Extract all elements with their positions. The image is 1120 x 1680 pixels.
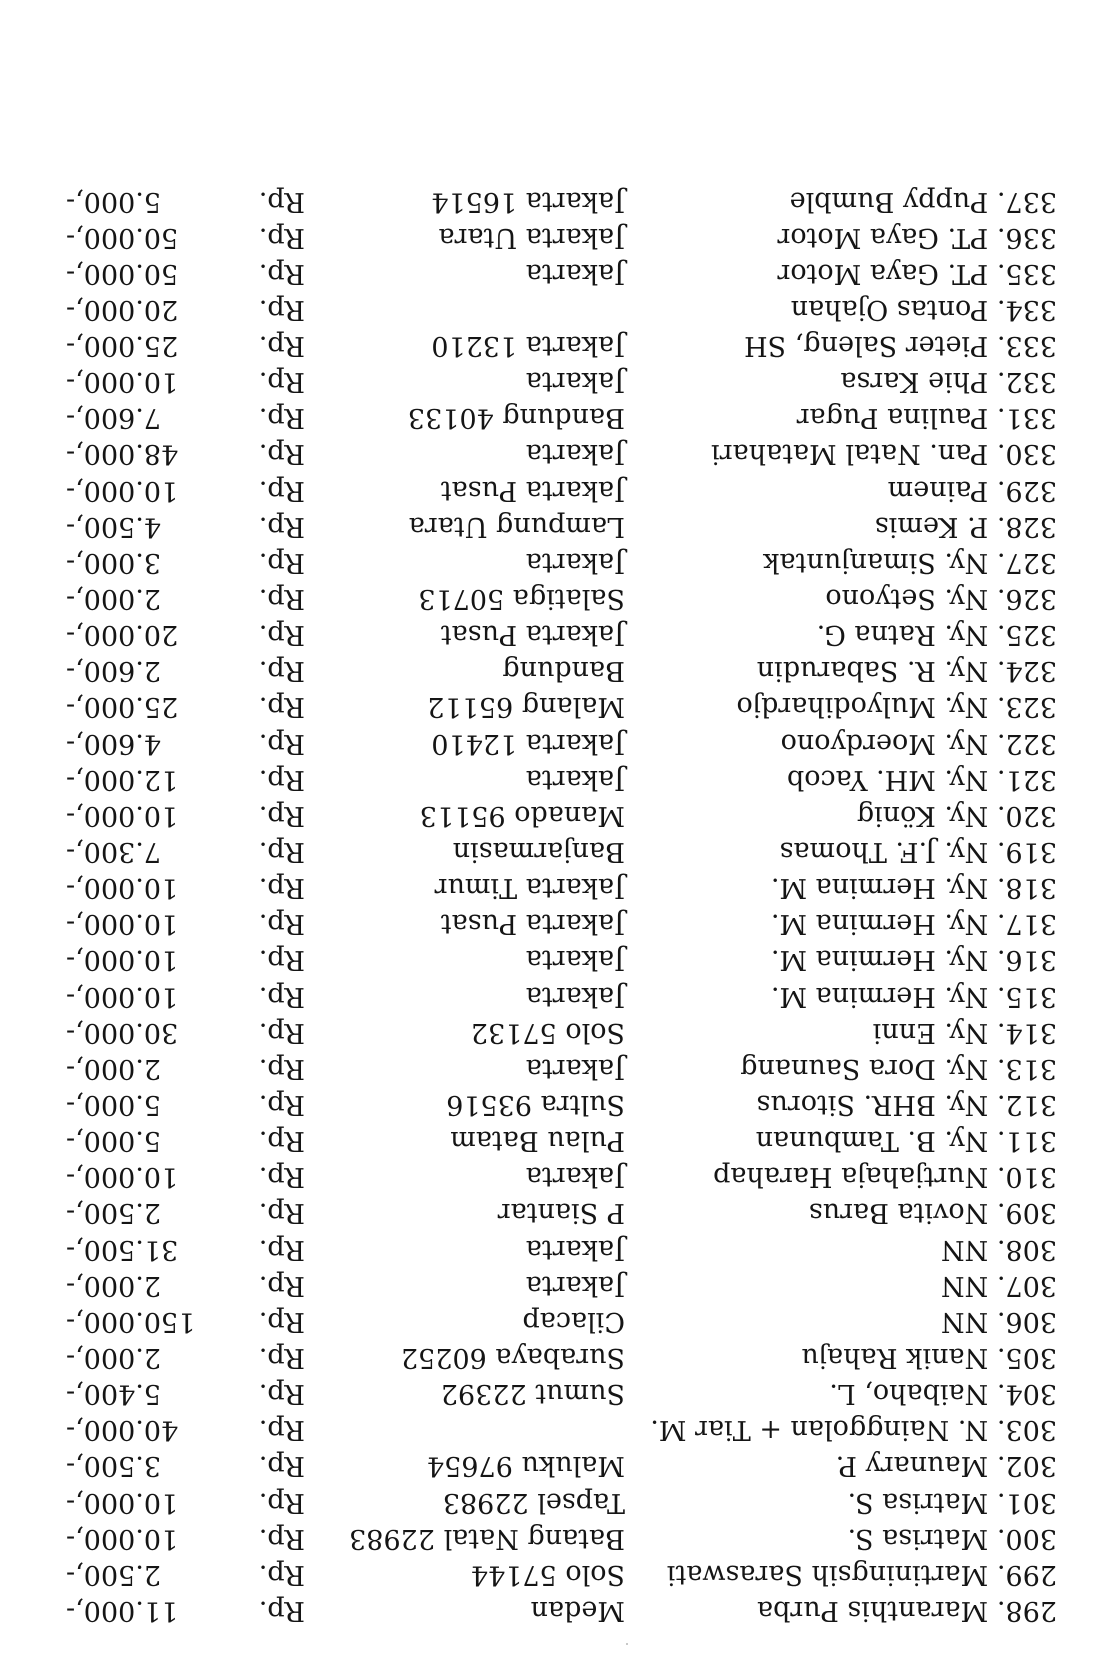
donor-name: 328. P. Kemis bbox=[874, 510, 1057, 542]
donor-name: 306. NN bbox=[941, 1305, 1057, 1337]
donor-name: 321. Ny. MH. Yacob bbox=[787, 763, 1057, 795]
donor-location: Jakarta bbox=[525, 438, 625, 470]
donor-location: Manado 95113 bbox=[419, 799, 625, 831]
list-item bbox=[47, 724, 1057, 760]
currency-label: Rp. bbox=[258, 1125, 305, 1157]
currency-label: Rp. bbox=[258, 799, 305, 831]
donation-amount: 31.500,- bbox=[66, 1233, 179, 1265]
currency-label: Rp. bbox=[258, 1052, 305, 1084]
donor-name: 326. Ny. Setyono bbox=[825, 583, 1057, 615]
currency-label: Rp. bbox=[258, 727, 305, 759]
donor-location: Jakarta Pusat bbox=[440, 474, 625, 506]
donor-name: 318. Ny. Hermina M. bbox=[770, 872, 1057, 904]
donor-name: 299. Martiningsih Saraswati bbox=[666, 1558, 1057, 1590]
donation-amount: 20.000,- bbox=[66, 293, 179, 325]
list-item bbox=[47, 688, 1057, 724]
list-item bbox=[47, 291, 1057, 327]
list-item bbox=[47, 1411, 1057, 1447]
donor-name: 324. Ny. R. Sabarudin bbox=[756, 655, 1057, 687]
donor-location: Medan bbox=[530, 1595, 625, 1626]
donation-amount: 10.000,- bbox=[66, 1161, 179, 1193]
donor-name: 307. NN bbox=[941, 1269, 1057, 1301]
currency-label: Rp. bbox=[258, 1233, 305, 1265]
currency-label: Rp. bbox=[258, 763, 305, 795]
donor-location: Surabaya 60252 bbox=[400, 1342, 625, 1374]
currency-label: Rp. bbox=[258, 510, 305, 542]
donation-amount: 40.000,- bbox=[66, 1414, 179, 1446]
donor-name: 322. Ny. Moerdyono bbox=[780, 727, 1057, 759]
donation-amount: 10.000,- bbox=[66, 1522, 179, 1554]
list-item bbox=[47, 1375, 1057, 1411]
donation-amount: 25.000,- bbox=[66, 330, 179, 362]
list-item bbox=[47, 580, 1057, 616]
currency-label: Rp. bbox=[258, 836, 305, 868]
donation-amount: 50.000,- bbox=[66, 257, 179, 289]
donor-name: 330. Pan. Natal Matahari bbox=[711, 438, 1057, 470]
list-item bbox=[47, 833, 1057, 869]
list-item bbox=[47, 435, 1057, 471]
donation-amount: 2.000,- bbox=[66, 583, 162, 615]
donor-location: Jakarta bbox=[525, 980, 625, 1012]
list-item bbox=[47, 508, 1057, 544]
currency-label: Rp. bbox=[258, 330, 305, 362]
currency-label: Rp. bbox=[258, 438, 305, 470]
donor-name: 304. Naibaho, L. bbox=[829, 1378, 1057, 1410]
donor-name: 315. Ny. Hermina M. bbox=[770, 980, 1057, 1012]
donor-location: Bandung 40133 bbox=[407, 402, 625, 434]
currency-label: Rp. bbox=[258, 366, 305, 398]
list-item bbox=[47, 1230, 1057, 1266]
donation-amount: 10.000,- bbox=[66, 908, 179, 940]
donor-location: Solo 57132 bbox=[470, 1016, 625, 1048]
donor-location: Sumut 22392 bbox=[440, 1378, 625, 1410]
donor-location: Tapsel 22983 bbox=[442, 1486, 625, 1518]
donor-name: 327. Ny. Simanjuntak bbox=[763, 546, 1057, 578]
donation-amount: 3.500,- bbox=[66, 1450, 162, 1482]
currency-label: Rp. bbox=[258, 257, 305, 289]
donation-amount: 10.000,- bbox=[66, 1486, 179, 1518]
donor-location: Jakarta Pusat bbox=[440, 908, 625, 940]
donation-amount: 2.000,- bbox=[66, 1342, 162, 1374]
list-item bbox=[47, 1447, 1057, 1483]
currency-label: Rp. bbox=[258, 1595, 305, 1626]
list-item bbox=[47, 255, 1057, 291]
donor-name: 336. PT. Gaya Motor bbox=[777, 221, 1057, 253]
donation-amount: 4.600,- bbox=[66, 727, 162, 759]
donor-name: 320. Ny. König bbox=[856, 799, 1057, 831]
currency-label: Rp. bbox=[258, 872, 305, 904]
donor-name: 333. Pieter Saleng, SH bbox=[744, 330, 1057, 362]
donation-amount: 2.500,- bbox=[66, 1558, 162, 1590]
donor-location: Jakarta Utara bbox=[438, 221, 625, 253]
currency-label: Rp. bbox=[258, 1016, 305, 1048]
donor-location: Jakarta bbox=[525, 1052, 625, 1084]
list-item bbox=[47, 761, 1057, 797]
currency-label: Rp. bbox=[258, 980, 305, 1012]
list-item bbox=[47, 869, 1057, 905]
list-item bbox=[47, 1483, 1057, 1519]
donation-amount: 10.000,- bbox=[66, 366, 179, 398]
list-item bbox=[47, 905, 1057, 941]
donation-amount: 4.500,- bbox=[66, 510, 162, 542]
currency-label: Rp. bbox=[258, 1558, 305, 1590]
currency-label: Rp. bbox=[258, 402, 305, 434]
currency-label: Rp. bbox=[258, 583, 305, 615]
donor-location: Lampung Utara bbox=[408, 510, 625, 542]
donor-name: 298. Maranthis Purba bbox=[757, 1595, 1057, 1626]
donor-location: Jakarta bbox=[525, 546, 625, 578]
currency-label: Rp. bbox=[258, 1378, 305, 1410]
list-item bbox=[47, 797, 1057, 833]
list-item bbox=[47, 1050, 1057, 1086]
donation-amount: 5.000,- bbox=[66, 185, 162, 217]
donation-amount: 5.400,- bbox=[66, 1378, 162, 1410]
donation-amount: 2.000,- bbox=[66, 1052, 162, 1084]
donation-amount: 7.600,- bbox=[66, 402, 162, 434]
currency-label: Rp. bbox=[258, 1414, 305, 1446]
currency-label: Rp. bbox=[258, 691, 305, 723]
donor-name: 301. Matrisa S. bbox=[847, 1486, 1057, 1518]
list-item bbox=[47, 1339, 1057, 1375]
donor-location: Batang Natal 22983 bbox=[349, 1522, 625, 1554]
donor-name: 317. Ny. Hermina M. bbox=[770, 908, 1057, 940]
currency-label: Rp. bbox=[258, 1197, 305, 1229]
donor-location: Salatiga 50713 bbox=[418, 583, 625, 615]
donor-name: 313. Ny. Dora Saunang bbox=[740, 1052, 1057, 1084]
donor-name: 300. Matrisa S. bbox=[847, 1522, 1057, 1554]
currency-label: Rp. bbox=[258, 546, 305, 578]
donation-list bbox=[47, 182, 1057, 1628]
currency-label: Rp. bbox=[258, 944, 305, 976]
donation-amount: 10.000,- bbox=[66, 980, 179, 1012]
donor-location: Jakarta Pusat bbox=[440, 619, 625, 651]
currency-label: Rp. bbox=[258, 185, 305, 217]
donor-name: 337. Puppy Bumble bbox=[789, 185, 1057, 217]
currency-label: Rp. bbox=[258, 619, 305, 651]
donor-name: 316. Ny. Hermina M. bbox=[770, 944, 1057, 976]
donation-amount: 50.000,- bbox=[66, 221, 179, 253]
currency-label: Rp. bbox=[258, 1305, 305, 1337]
donation-amount: 7.300,- bbox=[66, 836, 162, 868]
donation-amount: 5.000,- bbox=[66, 1089, 162, 1121]
donor-location: Banjarmasin bbox=[452, 836, 625, 868]
donor-name: 332. Phie Karsa bbox=[840, 366, 1057, 398]
donor-name: 311. Ny. B. Tambunan bbox=[755, 1125, 1057, 1157]
currency-label: Rp. bbox=[258, 1342, 305, 1374]
donation-amount: 2.000,- bbox=[66, 1269, 162, 1301]
donor-name: 334. Pontas Ojahan bbox=[790, 293, 1057, 325]
donation-amount: 150.000,- bbox=[66, 1305, 196, 1337]
donation-amount: 11.000,- bbox=[66, 1595, 179, 1626]
list-item bbox=[47, 1556, 1057, 1592]
currency-label: Rp. bbox=[258, 474, 305, 506]
donation-amount: 10.000,- bbox=[66, 474, 179, 506]
currency-label: Rp. bbox=[258, 1522, 305, 1554]
currency-label: Rp. bbox=[258, 293, 305, 325]
donation-amount: 5.000,- bbox=[66, 1125, 162, 1157]
donor-location: Jakarta 12410 bbox=[431, 727, 625, 759]
donor-name: 305. Nanik Rahaju bbox=[801, 1342, 1057, 1374]
donation-amount: 48.000,- bbox=[66, 438, 179, 470]
donation-amount: 12.000,- bbox=[66, 763, 179, 795]
donor-name: 302. Maunary P. bbox=[835, 1450, 1057, 1482]
list-item bbox=[47, 1122, 1057, 1158]
donor-name: 325. Ny. Ratna G. bbox=[816, 619, 1057, 651]
donor-name: 331. Paulina Pugar bbox=[796, 402, 1057, 434]
donation-amount: 10.000,- bbox=[66, 872, 179, 904]
donor-location: Sultra 93516 bbox=[446, 1089, 625, 1121]
donor-location: Jakarta bbox=[525, 366, 625, 398]
list-item bbox=[47, 977, 1057, 1013]
donor-location: Jakarta bbox=[525, 1161, 625, 1193]
currency-label: Rp. bbox=[258, 1161, 305, 1193]
currency-label: Rp. bbox=[258, 1450, 305, 1482]
donor-name: 319. Ny. J.F. Thomas bbox=[779, 836, 1057, 868]
list-item bbox=[47, 472, 1057, 508]
donor-name: 309. Novita Barus bbox=[808, 1197, 1057, 1229]
donor-location: Jakarta Timur bbox=[434, 872, 625, 904]
donor-name: 329. Painem bbox=[887, 474, 1057, 506]
currency-label: Rp. bbox=[258, 221, 305, 253]
donor-location: Solo 57144 bbox=[470, 1558, 625, 1590]
currency-label: Rp. bbox=[258, 1486, 305, 1518]
list-item bbox=[47, 327, 1057, 363]
list-item bbox=[47, 399, 1057, 435]
donation-amount: 10.000,- bbox=[66, 799, 179, 831]
donor-name: 310. Nurtjahaja Harahap bbox=[713, 1161, 1057, 1193]
donor-location: Jakarta 16514 bbox=[431, 185, 625, 217]
donor-location: Jakarta bbox=[525, 1233, 625, 1265]
donor-location: Jakarta 13210 bbox=[431, 330, 625, 362]
list-item bbox=[47, 1592, 1057, 1628]
list-item bbox=[47, 363, 1057, 399]
donor-name: 303. N. Nainggolan + Tiar M. bbox=[650, 1414, 1057, 1446]
donation-amount: 25.000,- bbox=[66, 691, 179, 723]
donor-name: 335. PT. Gaya Motor bbox=[777, 257, 1057, 289]
donation-amount: 20.000,- bbox=[66, 619, 179, 651]
list-item bbox=[47, 1520, 1057, 1556]
list-item bbox=[47, 941, 1057, 977]
donor-location: Jakarta bbox=[525, 944, 625, 976]
donor-location: Jakarta bbox=[525, 257, 625, 289]
currency-label: Rp. bbox=[258, 655, 305, 687]
list-item bbox=[47, 1086, 1057, 1122]
donation-amount: 30.000,- bbox=[66, 1016, 179, 1048]
donation-amount: 3.000,- bbox=[66, 546, 162, 578]
donor-location: Jakarta bbox=[525, 763, 625, 795]
donor-name: 314. Ny. Enni bbox=[872, 1016, 1057, 1048]
scan-speck bbox=[626, 1643, 628, 1645]
donor-location: Malang 65112 bbox=[427, 691, 625, 723]
donor-name: 323. Ny. Mulyodihardjo bbox=[736, 691, 1057, 723]
list-item bbox=[47, 1303, 1057, 1339]
list-item bbox=[47, 182, 1057, 218]
donor-location: P Siantar bbox=[497, 1197, 625, 1229]
list-item bbox=[47, 1158, 1057, 1194]
list-item bbox=[47, 616, 1057, 652]
donation-amount: 2.500,- bbox=[66, 1197, 162, 1229]
list-item bbox=[47, 1267, 1057, 1303]
list-item bbox=[47, 652, 1057, 688]
donor-location: Bandung bbox=[502, 655, 625, 687]
list-item bbox=[47, 1194, 1057, 1230]
donor-name: 308. NN bbox=[941, 1233, 1057, 1265]
list-item bbox=[47, 1014, 1057, 1050]
donor-location: Cilacap bbox=[522, 1305, 625, 1337]
donor-location: Jakarta bbox=[525, 1269, 625, 1301]
currency-label: Rp. bbox=[258, 1269, 305, 1301]
donation-amount: 10.000,- bbox=[66, 944, 179, 976]
donor-location: Pulau Batam bbox=[450, 1125, 625, 1157]
currency-label: Rp. bbox=[258, 908, 305, 940]
list-item bbox=[47, 544, 1057, 580]
donation-amount: 2.600,- bbox=[66, 655, 162, 687]
list-item bbox=[47, 219, 1057, 255]
currency-label: Rp. bbox=[258, 1089, 305, 1121]
donor-location: Maluku 97654 bbox=[427, 1450, 625, 1482]
donor-name: 312. Ny. BHR. Sitorus bbox=[756, 1089, 1057, 1121]
